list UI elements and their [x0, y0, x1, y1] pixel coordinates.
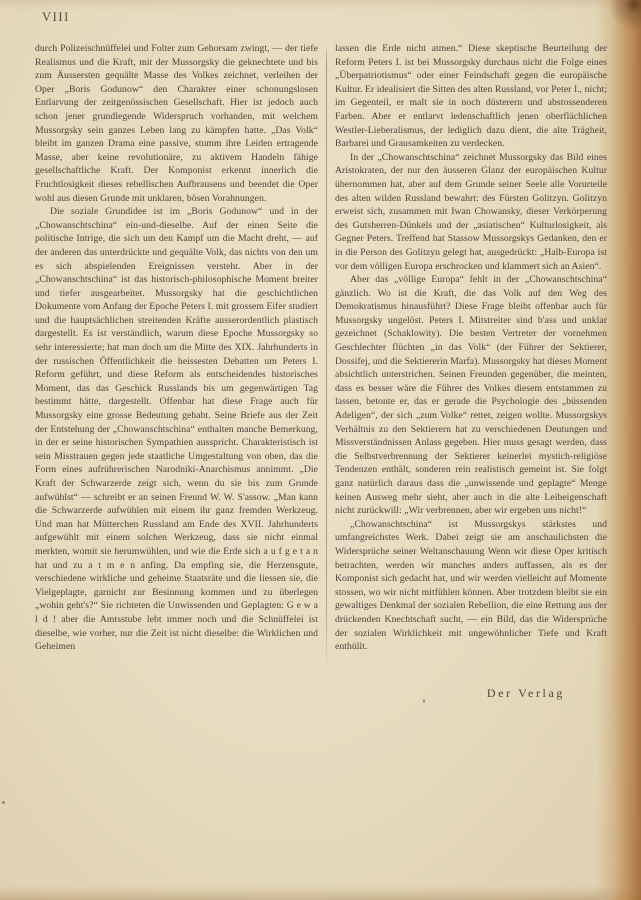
paragraph: durch Polizeischnüffelei und Folter zum Gehorsam zwingt, — der tiefe Realismus und die Kraft, mit der Mussorgsky die geknechtete und bis zum Äussersten gequälte Masse des Volkes zeichnet, verleihen der Oper „Boris Godunow“ den Charakter einer schonungslosen Entlarvung der zeitgenössischen Gesellschaft. Hier ist jedoch auch schon jener grundlegende Widerspruch vorhanden, mit welchem Mussorgsky sein ganzes Leben lang zu kämpfen hatte. „Das Volk“ bleibt im ganzen Drama eine passive, stumm ihre Leiden ertragende Masse, aber keine revolutionäre, zu aktivem Handeln fähige gesellschaftliche Kraft. Der Komponist erkennt innerlich die Fruchtlosigkeit dieses rebellischen Aufbrausens und beendet die Oper wohl aus diesen Grunde mit unklaren, bösen Vorahnungen. — [35, 43, 318, 204]
scan-speck — [423, 699, 425, 703]
right-column — [335, 42, 607, 700]
text-columns — [35, 42, 607, 700]
left-column — [35, 42, 318, 654]
paragraph: lassen die Erde nicht atmen.“ Diese skeptische Beurteilung der Reform Peters I. ist bei Mussorgsky durchaus nicht die Folge eines „Überpatriotismus“ oder einer Feindschaft gegen die europäische Kultur. Er idealisiert die Sitten des alten Russland, vor Peter I., nicht; im Gegenteil, er malt sie in noch düsterern und abstossenderen Farben. Aber er entlarvt ledenschaftlich jenen oberflächlichen Westler-Lieberalismus, der lediglich dazu dient, die alte Trägheit, Barbarei und Grausamkeiten zu verdecken. — [335, 43, 607, 150]
paragraph: Aber das „völlige Europa“ fehlt in der „Chowanschtschina“ gänzlich. Wo ist die Kraft, die das Volk auf den Weg des Demokratismus hinausführt? Diese Frage bleibt offenbar auch für Mussorgsky ungelöst. Peters I. Mitstreiter sind b'ass und unklar gezeichnet (Schaklowity). Die besten Vertreter der vornehmen Geschlechter flüchten „in das Volk“ (der Führer der Sektierer, Dossifej, und die Sektiererin Marfa). Mussorgsky hat dieses Moment absichtlich unterstrichen. Seinen Freunden gegenüber, die meinten, dass es besser wäre die Führer des Volkes diesem entstammen zu lassen, betonte er, das er gerade die Psychologie des „büssenden Adeligen“, der sich „zum Volke“ rettet, zeigen wollte. Mussorgskys Verhältnis zu den Sektierern hat zu verschiedenen Deutungen und Missverständnissen Anlass gegeben. Hier muss gesagt werden, dass die Selbstverbrennung der Sektierer keinerlei mystich-religiöse Tendenzen enthält, sonderen rein realistisch gemeint ist. Sie folgt ganz natürlich daraus dass die „unwissende und geplagte“ Menge keinen Ausweg mehr sieht, aber auch in die alte Leibeigenschaft nicht zurückwill: „Wir verbrennen, aber wir ergeben uns nicht!“ — [335, 274, 607, 517]
page-number: VIII — [42, 10, 70, 24]
publisher-signature: Der Verlag — [486, 685, 565, 700]
column-divider-rule — [318, 42, 335, 700]
paragraph: In der „Chowanschtschina“ zeichnet Mussorgsky das Bild eines Aristokraten, der nur den äusseren Glanz der europäischen Kultur übernommen hat, aber auf dem Grunde seiner Seele alle Vorurteile des alten wilden Russland bewahrt: des Fürsten Golitzyn. Golitzyn erweist sich, zusammen mit Iwan Chowansky, dieser Verkörperung des Gutsherren-Dünkels und der „asiatischen“ Kulturlosigkeit, als Gegner Peters. Treffend hat Stassow Mussorgskys Gedanken, den er in die Person des Golitzyn gelegt hat, ausgedrückt: „Halb-Europa ist vor dem völligen Europa erschrocken und klammert sich an Asien“. — [335, 151, 607, 272]
scan-speck — [2, 801, 5, 804]
paragraph: „Chowanschtschina“ ist Mussorgskys stärkstes und umfangreichstes Werk. Dabei zeigt sie am anschaulichsten die Widersprüche seiner Weltanschauung Wenn wir diese Oper kritisch betrachten, werden wir manches anders auffassen, als es der Komponist sich gedacht hat, und wir werden vielleicht auf Momente stossen, wo wir nicht mitfühlen können. Aber trotzdem bleibt sie ein gewaltiges Denkmal der sozialen Rebellion, die eine Rettung aus der drückenden Knechtschaft sucht, — ein Bild, das die Widersprüche der sozialen Wirklichkeit mit ungewöhnlicher Tiefe und Kraft enthüllt. — [335, 518, 607, 653]
paragraph: Die soziale Grundidee ist im „Boris Godunow“ und in der „Chowanschtschina“ ein-und-dieselbe. Auf der einen Seite die politische Intrige, die sich um den Kampf um die Macht dreht, — auf der anderen das unterdrückte und gequälte Volk, das nichts von den um es sich abspielenden Ereignissen versteht. Aber in der „Chowanschtschina“ ist das historisch-philosophische Moment breiter und tiefer ausgearbeitet. Mussorgsky hat die geschichtlichen Dokumente vom Anfang der Epoche Peters I. mit grossem Eifer studiert und die hauptsächlichen streitenden Kräfte ausserordentlich plastisch dargestellt. Es ist verständlich, warum diese Epoche Mussorgsky so sehr interessierte; hat man doch um die Mitte des XIX. Jahrhunderts in der russischen Öffentlichkeit die heissesten Debatten um Peters I. Reform geführt, und diese Reform als entscheidendes historisches Moment, das das Geschick Russlands bis um gegenwärtigen Tag bestimmt hätte, dargestellt. Offenbar hat diese Frage auch für Mussorgsky eine grosse Bedeutung gehabt. Seine Briefe aus der Zeit der Entstehung der „Chowanschtschina“ enthalten manche Bemerkung, in der er seine historischen Sympathien ausspricht. Charakteristisch ist sein Misstrauen gegen jede staatliche Umgestaltung von oben, das die Form eines aufrührerischen Narodniki-Anarchismus annimmt. „Die Kraft der Schwarzerde zeigt sich, wenn du sie bis zum Grunde aufwühlst“ — schreibt er an seinen Freund W. W. S'assow. „Man kann die Schwarzerde aufwühlen mit einem ihr ganz fremden Werkzeug. Und man hat Mütterchen Russland am Ende des XVII. Jahrhunderts aufgewühlt mit einem solchen Werkzeug, dass sie nicht einmal merkten, womit sie herumwühlen, und wie die Erde sich a u f g e t a n hat und zu a t m e n anfing. Da empfing sie, die Herzensgute, verschiedene wirkliche und geheime Staatsräte und die liessen sie, die Vielgeplagte, garnicht zur Besinnung kommen und zu überlegen „wohin geht's?“ Sie richteten die Unwissenden und Geplagten: G e w a l d ! aber die Amtsstube lebt immer noch und die Schnüffelei ist dieselbe, wie vorher, nur die Zeit ist nicht dieselbe: die Wirklichen und Geheimen — [35, 206, 318, 653]
